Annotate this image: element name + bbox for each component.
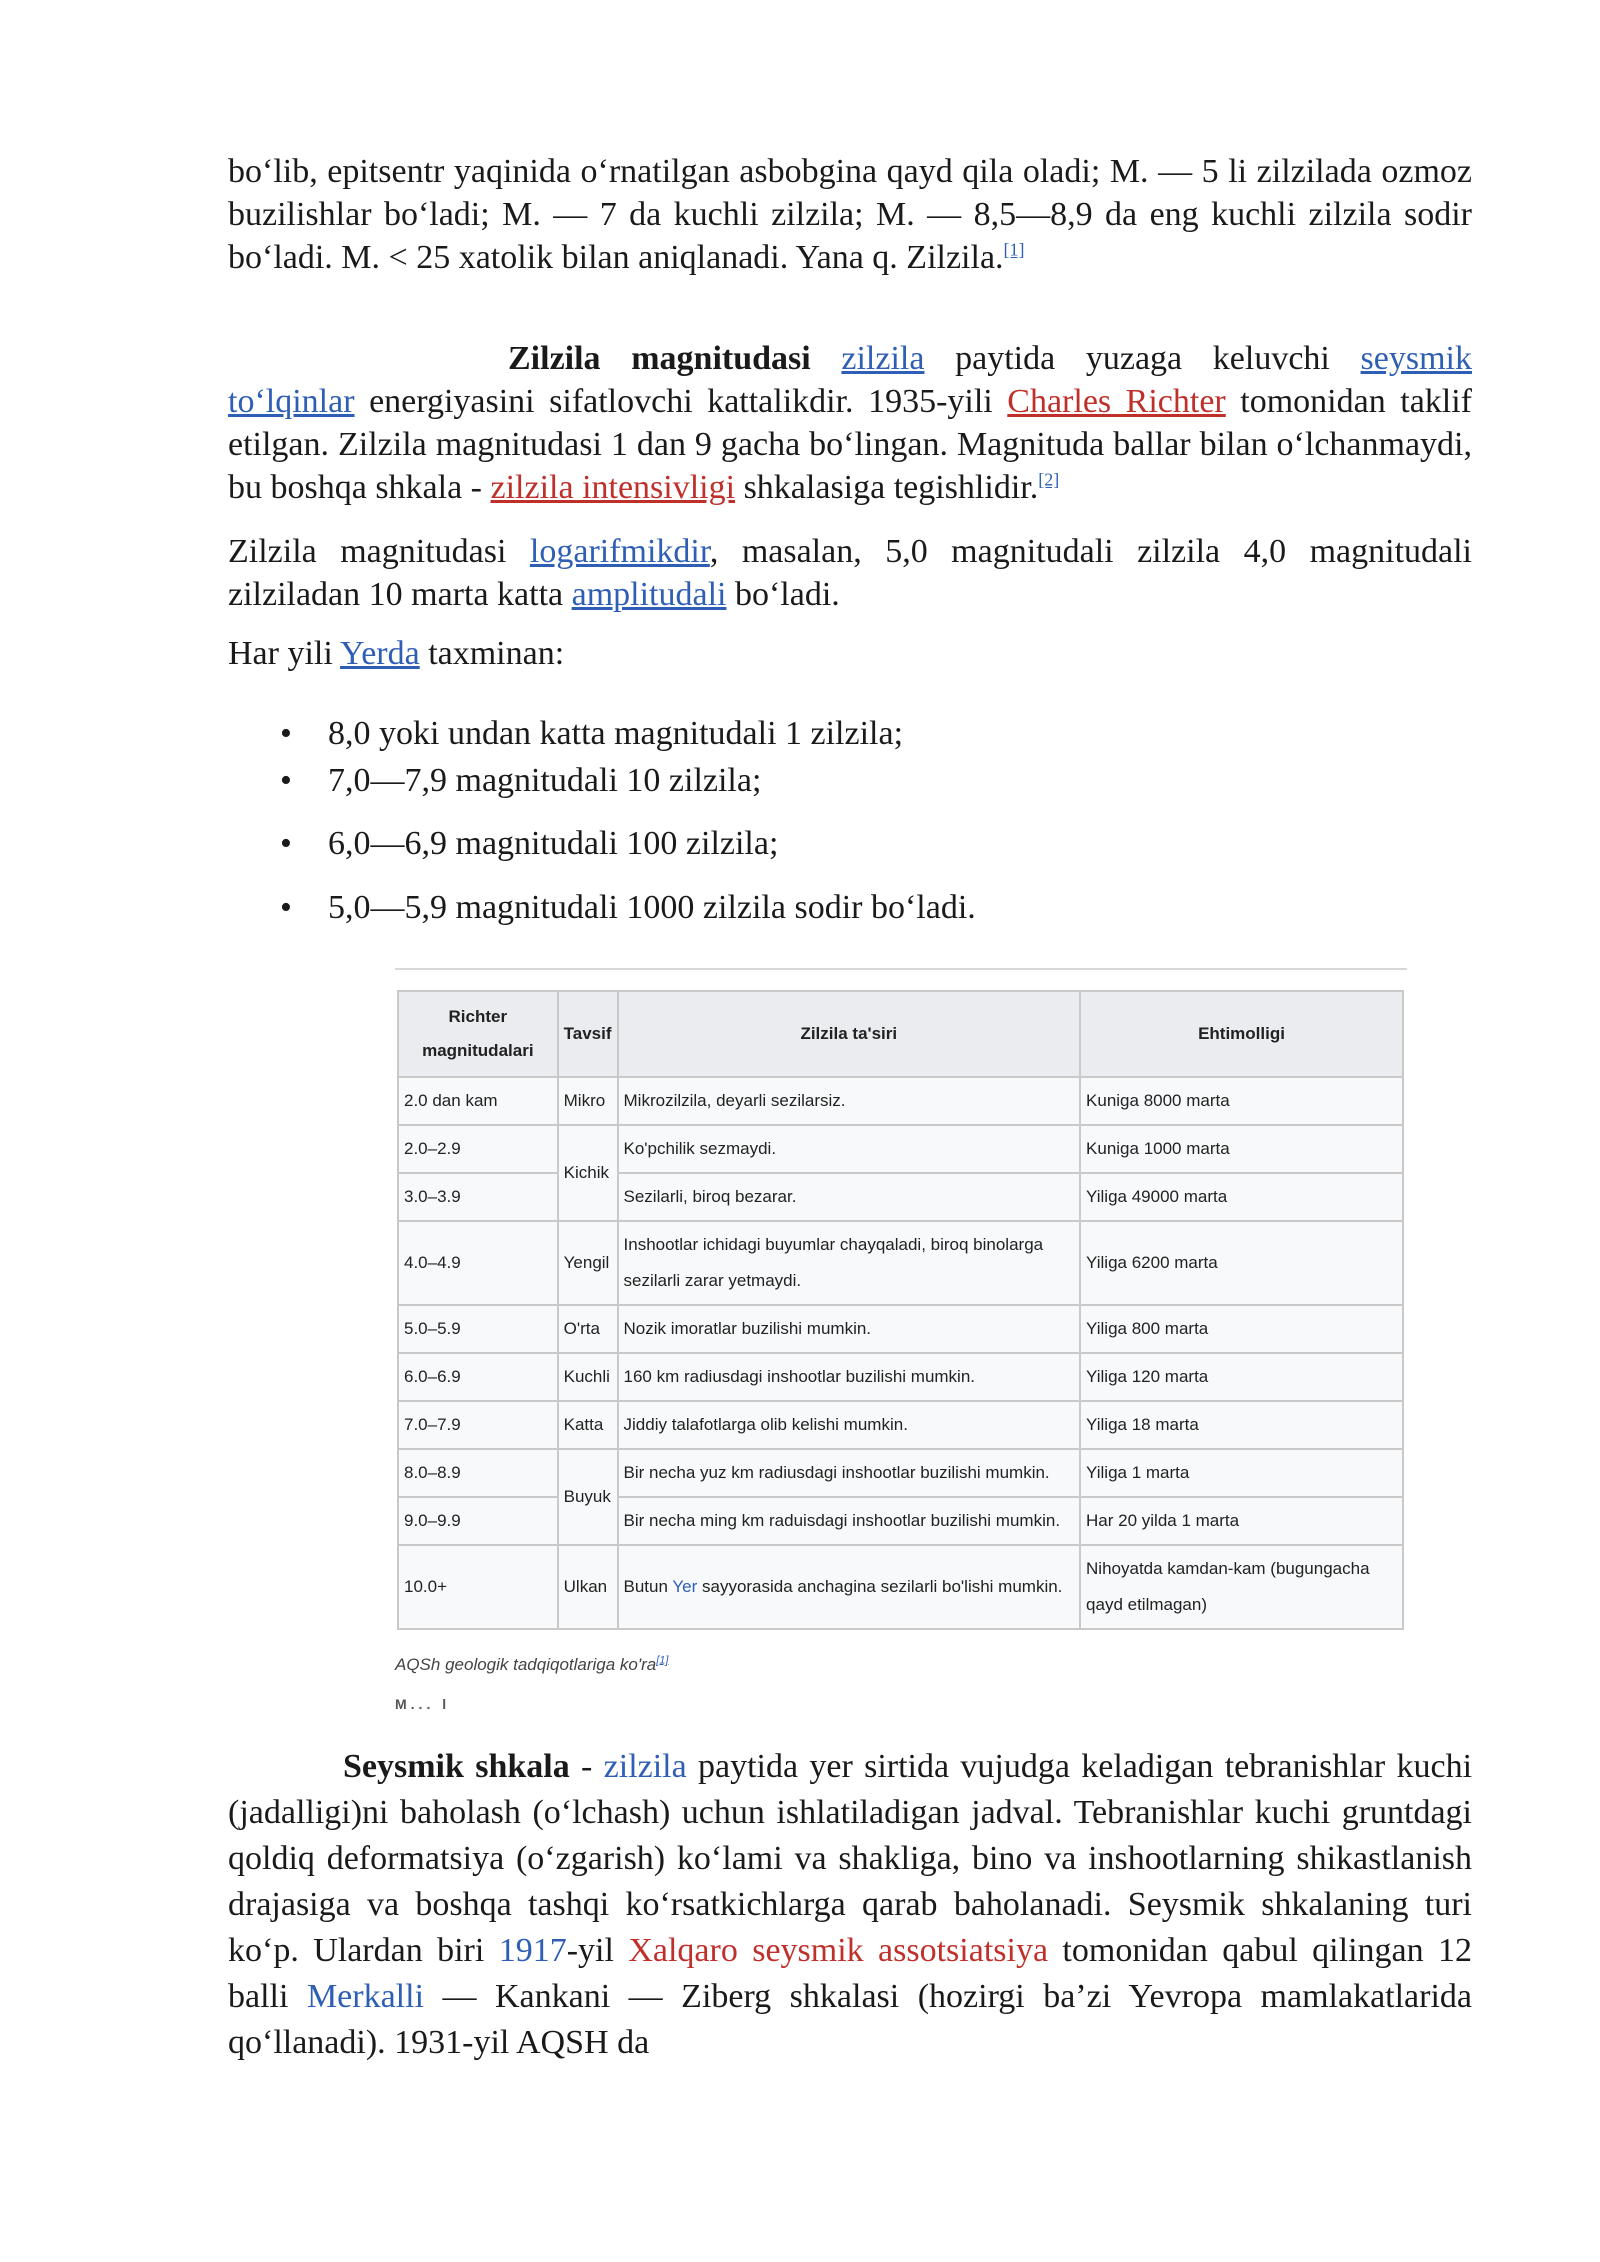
cell-description: Kichik — [558, 1125, 618, 1221]
cropped-heading-stub: M... l — [395, 1696, 451, 1712]
link-zilzila-2[interactable]: zilzila — [603, 1748, 687, 1785]
header-ehtimolligi: Ehtimolligi — [1080, 991, 1403, 1077]
cell-effect: Mikrozilzila, deyarli sezilarsiz. — [618, 1077, 1081, 1125]
term-bold: Seysmik shkala — [343, 1748, 570, 1785]
cell-description: Ulkan — [558, 1545, 618, 1629]
footnote-ref-1[interactable]: [1] — [1003, 239, 1025, 260]
richter-table-figure — [395, 968, 1407, 1712]
text-span: Zilzila magnitudasi — [228, 533, 530, 570]
bullet-dot: • — [280, 762, 292, 799]
cell-description: Buyuk — [558, 1449, 618, 1545]
cell-magnitude: 10.0+ — [398, 1545, 558, 1629]
list-item-text: 5,0—5,9 magnitudali 1000 zilzila sodir bo‘ladi. — [328, 889, 976, 926]
link-yer[interactable]: Yer — [672, 1577, 698, 1596]
cell-probability: Nihoyatda kamdan-kam (bugungacha qayd etilmagan) — [1080, 1545, 1403, 1629]
paragraph-magnitude-intro — [228, 150, 1472, 279]
table-row — [398, 1401, 1403, 1449]
term-bold: Zilzila magnitudasi — [508, 340, 811, 377]
cell-probability: Kuniga 1000 marta — [1080, 1125, 1403, 1173]
paragraph-text: bo‘lib, epitsentr yaqinida o‘rnatilgan asbobgina qayd qila oladi; M. — 5 li zilzilada ozmoz buzilishlar bo‘ladi; M. — 7 da kuchli zilzila; M. — 8,5—8,9 da eng kuchli zilzila sodir bo‘ladi. M. < 25 xatolik bilan aniqlanadi. Yana q. Zilzila. — [228, 153, 1472, 276]
cell-magnitude: 5.0–5.9 — [398, 1305, 558, 1353]
text-span: paytida yuzaga keluvchi — [924, 340, 1361, 377]
link-1917[interactable]: 1917 — [498, 1932, 567, 1969]
bullet-dot: • — [280, 825, 292, 862]
link-zilzila-intensivligi[interactable]: zilzila intensivligi — [490, 469, 736, 506]
table-header-row — [398, 991, 1403, 1077]
table-row — [398, 1221, 1403, 1305]
cell-magnitude: 7.0–7.9 — [398, 1401, 558, 1449]
cell-magnitude: 8.0–8.9 — [398, 1449, 558, 1497]
cell-description: Katta — [558, 1401, 618, 1449]
cell-magnitude: 3.0–3.9 — [398, 1173, 558, 1221]
table-row — [398, 1305, 1403, 1353]
paragraph-har-yili — [228, 632, 1472, 675]
cell-magnitude: 4.0–4.9 — [398, 1221, 558, 1305]
cell-magnitude: 6.0–6.9 — [398, 1353, 558, 1401]
link-amplitudali[interactable]: amplitudali — [571, 576, 727, 613]
text-span: paytida yer sirtida vujudga keladigan tebranishlar kuchi (jadalligi)ni baholash (o‘lchash) uchun ishlatiladigan jadval. Tebranishlar kuchi gruntdagi qoldiq deformatsiya (o‘zgarish) ko‘lami va shakliga, bino va inshootlarning shikastlanish drajasiga va boshqa tashqi ko‘rsatkichlarga qarab baholanadi. Seysmik shkalaning turi ko‘p. Ulardan biri — [228, 1748, 1473, 1969]
cell-magnitude: 9.0–9.9 — [398, 1497, 558, 1545]
footnote-ref-2[interactable]: [2] — [1038, 469, 1060, 490]
cell-effect: Bir necha ming km raduisdagi inshootlar buzilishi mumkin. — [618, 1497, 1081, 1545]
text-span: tomonidan qabul qilingan 12 balli — [228, 1932, 1472, 2015]
list-item-text: 8,0 yoki undan katta magnitudali 1 zilzila; — [328, 715, 904, 752]
cell-probability: Yiliga 120 marta — [1080, 1353, 1403, 1401]
text-span: , masalan, 5,0 magnitudali zilzila 4,0 magnitudali zilziladan 10 marta katta — [228, 533, 1473, 613]
bullet-dot: • — [280, 889, 292, 926]
cell-probability: Yiliga 800 marta — [1080, 1305, 1403, 1353]
table-row — [398, 1173, 1403, 1221]
richter-table — [397, 990, 1404, 1630]
table-caption — [395, 1655, 668, 1675]
cell-effect: Inshootlar ichidagi buyumlar chayqaladi, biroq binolarga sezilarli zarar yetmaydi. — [618, 1221, 1081, 1305]
list-item — [280, 759, 762, 802]
link-merkalli[interactable]: Merkalli — [306, 1978, 425, 2015]
paragraph-zilzila-magnitudasi — [228, 337, 1472, 509]
text-span: taxminan: — [419, 635, 565, 672]
link-zilzila[interactable]: zilzila — [841, 340, 925, 377]
cell-effect: Nozik imoratlar buzilishi mumkin. — [618, 1305, 1081, 1353]
text-span: Har yili — [228, 635, 341, 672]
header-zilzila-tasiri: Zilzila ta'siri — [618, 991, 1081, 1077]
text-span: energiyasini sifatlovchi kattalikdir. 1935-yili — [354, 383, 1008, 420]
cell-magnitude: 2.0 dan kam — [398, 1077, 558, 1125]
cell-probability: Yiliga 49000 marta — [1080, 1173, 1403, 1221]
caption-footnote-ref[interactable]: [1] — [656, 1654, 669, 1667]
text-span: bo‘ladi. — [726, 576, 840, 613]
cell-description: Mikro — [558, 1077, 618, 1125]
cell-effect: Bir necha yuz km radiusdagi inshootlar buzilishi mumkin. — [618, 1449, 1081, 1497]
cell-description: O'rta — [558, 1305, 618, 1353]
cell-effect: Sezilarli, biroq bezarar. — [618, 1173, 1081, 1221]
link-charles-richter[interactable]: Charles Richter — [1007, 383, 1226, 420]
link-xalqaro-seysmik-assotsiatsiya[interactable]: Xalqaro seysmik assotsiatsiya — [628, 1932, 1049, 1969]
caption-text: AQSh geologik tadqiqotlariga ko'ra — [395, 1655, 657, 1674]
list-item — [280, 822, 779, 865]
cell-effect: Ko'pchilik sezmaydi. — [618, 1125, 1081, 1173]
text-span: tomonidan taklif etilgan. Zilzila magnitudasi 1 dan 9 gacha bo‘lingan. Magnituda ballar bilan o‘lchanmaydi, bu boshqa shkala - — [228, 383, 1472, 506]
header-tavsif: Tavsif — [558, 991, 618, 1077]
list-item — [280, 886, 976, 929]
cell-probability: Yiliga 1 marta — [1080, 1449, 1403, 1497]
header-richter: Richter magnitudalari — [398, 991, 558, 1077]
cell-effect: 160 km radiusdagi inshootlar buzilishi mumkin. — [618, 1353, 1081, 1401]
paragraph-seysmik-shkala — [228, 1744, 1472, 2066]
list-item-text: 7,0—7,9 magnitudali 10 zilzila; — [328, 762, 762, 799]
list-item — [280, 712, 904, 755]
text-span: — Kankani — Ziberg shkalasi (hozirgi ba’zi Yevropa mamlakatlarida qo‘llanadi). 1931-yil AQSH da — [228, 1978, 1473, 2061]
bullet-dot: • — [280, 715, 292, 752]
list-item-text: 6,0—6,9 magnitudali 100 zilzila; — [328, 825, 779, 862]
cell-effect — [618, 1545, 1081, 1629]
table-row — [398, 1497, 1403, 1545]
paragraph-logarithmic — [228, 530, 1472, 616]
table-row — [398, 1077, 1403, 1125]
effect-text: Butun — [623, 1577, 673, 1596]
table-row — [398, 1353, 1403, 1401]
link-logarifmikdir[interactable]: logarifmikdir — [529, 533, 710, 570]
table-row — [398, 1449, 1403, 1497]
table-row — [398, 1125, 1403, 1173]
cell-description: Kuchli — [558, 1353, 618, 1401]
cell-probability: Yiliga 6200 marta — [1080, 1221, 1403, 1305]
link-yerda[interactable]: Yerda — [340, 635, 420, 672]
text-span: - — [569, 1748, 604, 1785]
figure-divider — [395, 968, 1407, 970]
cell-probability: Yiliga 18 marta — [1080, 1401, 1403, 1449]
text-span: -yil — [566, 1932, 629, 1969]
cell-magnitude: 2.0–2.9 — [398, 1125, 558, 1173]
cell-effect: Jiddiy talafotlarga olib kelishi mumkin. — [618, 1401, 1081, 1449]
effect-text: sayyorasida anchagina sezilarli bo'lishi mumkin. — [697, 1577, 1063, 1596]
cell-description: Yengil — [558, 1221, 618, 1305]
table-row — [398, 1545, 1403, 1629]
text-span: shkalasiga tegishlidir. — [735, 469, 1039, 506]
cell-probability: Kuniga 8000 marta — [1080, 1077, 1403, 1125]
cell-probability: Har 20 yilda 1 marta — [1080, 1497, 1403, 1545]
link-seysmik-tolqinlar[interactable]: seysmik to‘lqinlar — [228, 340, 1472, 420]
